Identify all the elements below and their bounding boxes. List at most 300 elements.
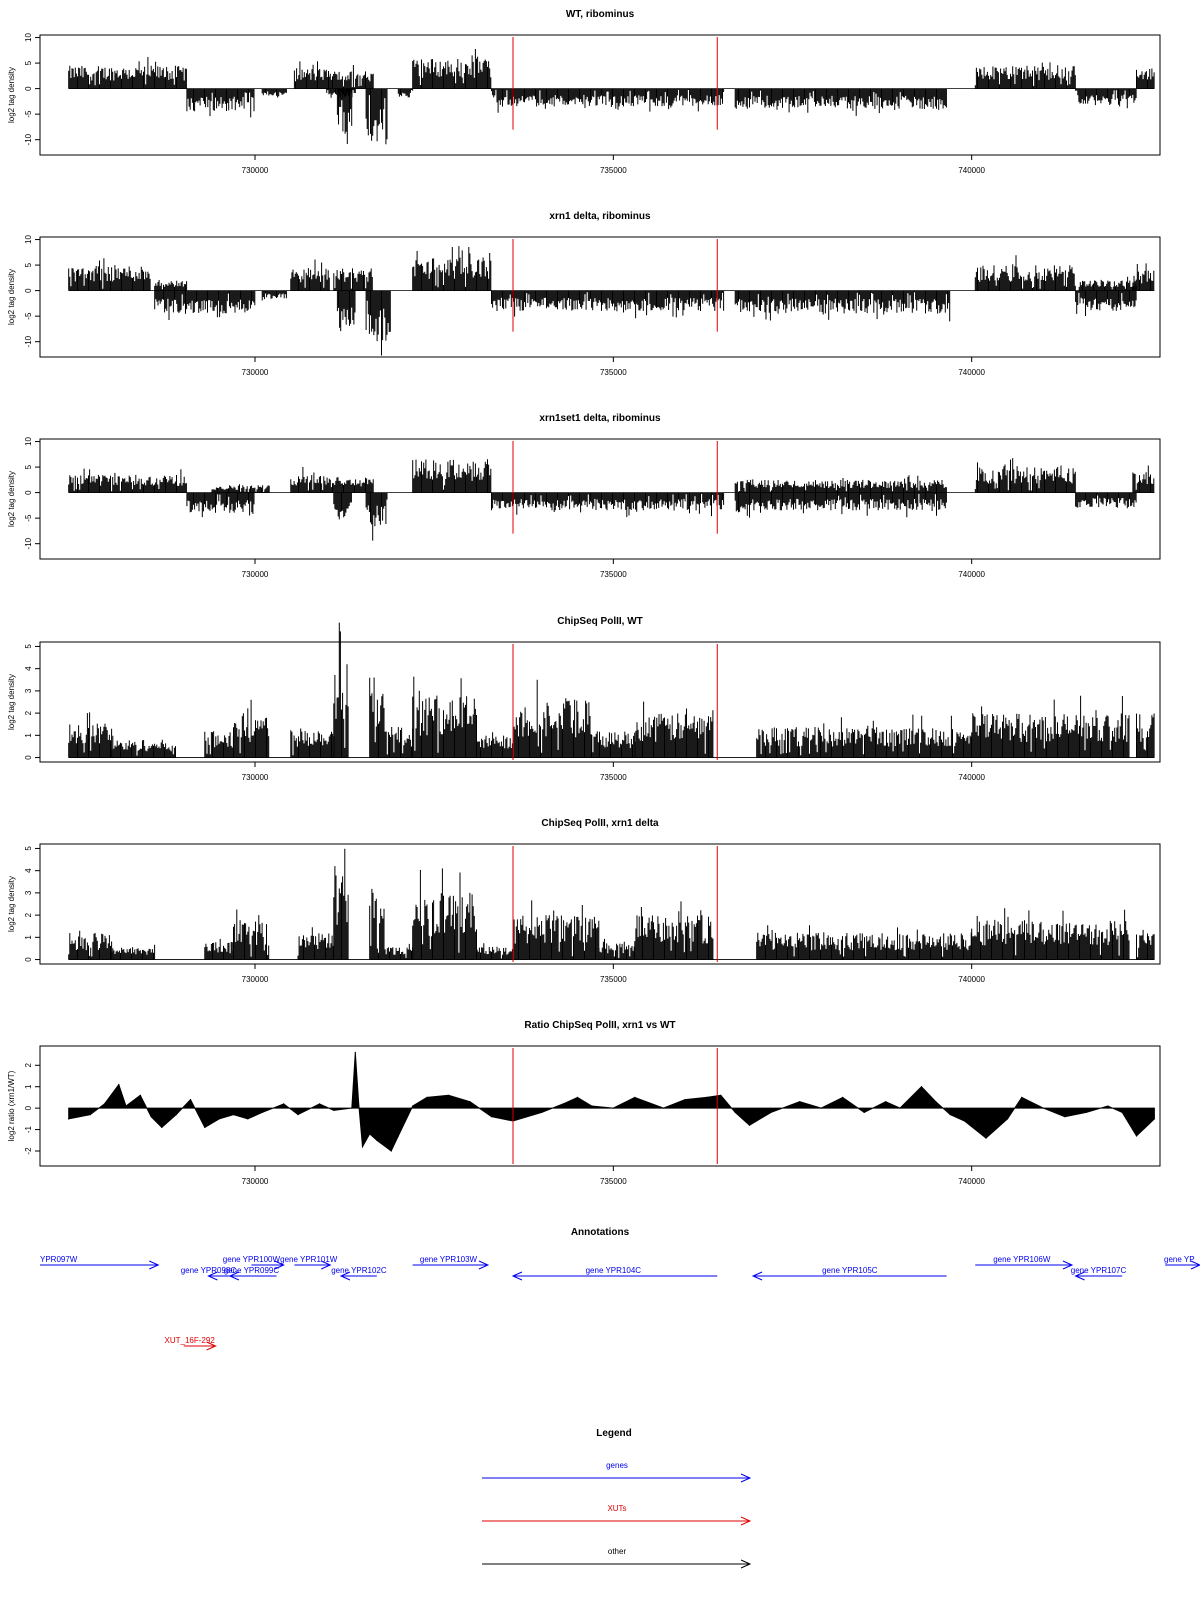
signal-bars [69, 469, 187, 493]
signal-bars [366, 89, 387, 145]
signal-bars [291, 467, 330, 493]
signal-segment [492, 89, 724, 113]
ratio-point [1107, 1105, 1108, 1106]
x-tick-label: 735000 [599, 1177, 627, 1186]
panel-title: xrn1set1 delta, ribominus [539, 413, 661, 424]
signal-bars [513, 680, 591, 758]
signal-segment [291, 467, 330, 493]
y-tick-label: 5 [24, 846, 33, 851]
track-panel-1 [7, 9, 1160, 175]
ratio-point [204, 1127, 205, 1128]
ratio-point [799, 1101, 800, 1102]
signal-bars [370, 889, 384, 960]
ratio-point [821, 1108, 822, 1109]
ratio-point [770, 1112, 771, 1113]
track-signal [69, 623, 1155, 758]
ratio-point [663, 1108, 664, 1109]
y-axis [7, 437, 40, 550]
signal-segment [972, 696, 1129, 758]
x-tick-label: 740000 [958, 975, 986, 984]
signal-bars [972, 908, 1129, 959]
y-axis-label: log2 ratio (xrn1/WT) [7, 1070, 16, 1142]
signal-segment [1133, 466, 1154, 493]
y-axis-label: log2 tag density [7, 673, 16, 731]
legend-items [482, 1461, 750, 1568]
signal-bars [635, 702, 713, 758]
signal-segment [1137, 714, 1155, 758]
signal-segment [492, 291, 724, 319]
track-panel-6 [7, 1020, 1160, 1186]
signal-segment [370, 889, 384, 960]
ratio-point [1122, 1112, 1123, 1113]
y-tick-label: 10 [24, 235, 33, 245]
signal-bars [187, 493, 254, 517]
gene-feature [975, 1255, 1072, 1269]
gene-feature [753, 1266, 947, 1280]
signal-bars [155, 280, 187, 291]
signal-segment [735, 475, 946, 492]
y-tick-label: 1 [24, 1084, 33, 1089]
signal-segment [413, 49, 491, 89]
x-tick-label: 735000 [599, 368, 627, 377]
signal-segment [330, 65, 373, 89]
signal-bars [492, 493, 724, 517]
ratio-point [376, 1140, 377, 1141]
track-panel-3 [7, 413, 1160, 579]
signal-segment [366, 89, 387, 145]
signal-bars [1076, 493, 1137, 509]
signal-segment [262, 89, 286, 98]
legend-item-label: genes [606, 1461, 628, 1470]
legend [482, 1428, 750, 1568]
signal-segment [477, 943, 512, 959]
gene-feature [40, 1255, 158, 1269]
signal-segment [69, 469, 187, 493]
ratio-area [69, 1052, 1155, 1151]
gene-label: YPR097W [40, 1255, 78, 1264]
signal-segment [735, 89, 946, 116]
signal-segment [592, 731, 635, 757]
ratio-point [161, 1127, 162, 1128]
x-axis [242, 357, 986, 377]
signal-segment [975, 458, 1075, 493]
y-tick-label: -5 [24, 312, 33, 320]
x-tick-label: 730000 [241, 368, 269, 377]
signal-segment [1076, 493, 1137, 509]
signal-bars [1133, 466, 1154, 493]
signal-segment [291, 729, 334, 758]
ratio-point [391, 1150, 392, 1151]
signal-segment [1137, 69, 1155, 89]
x-axis [242, 1166, 986, 1186]
signal-bars [1133, 263, 1154, 290]
signal-segment [1076, 89, 1137, 109]
ratio-point [563, 1103, 564, 1104]
ratio-point [935, 1101, 936, 1102]
signal-bars [205, 939, 234, 960]
x-axis [242, 155, 986, 175]
ratio-point [369, 1133, 370, 1134]
y-tick-label: 5 [24, 60, 33, 66]
ratio-point [176, 1114, 177, 1115]
ratio-point [613, 1108, 614, 1109]
signal-segment [635, 702, 713, 758]
signal-segment [599, 939, 634, 960]
signal-bars [69, 931, 112, 960]
signal-segment [334, 493, 352, 520]
signal-bars [334, 849, 348, 960]
signal-bars [366, 291, 390, 356]
signal-bars [370, 678, 384, 758]
panel-title: WT, ribominus [565, 9, 635, 20]
track-panels [7, 9, 1160, 1186]
y-tick-label: 3 [24, 688, 33, 694]
legend-item [482, 1461, 750, 1482]
signal-bars [212, 484, 269, 492]
signal-segment [112, 945, 155, 960]
signal-bars [69, 57, 187, 89]
signal-bars [413, 49, 491, 89]
signal-bars [205, 731, 234, 757]
signal-bars [187, 89, 254, 118]
ratio-point [190, 1099, 191, 1100]
gene-feature [280, 1255, 338, 1269]
y-axis [7, 33, 40, 146]
x-tick-label: 730000 [241, 166, 269, 175]
y-tick-label: 10 [24, 437, 33, 447]
signal-segment [69, 712, 112, 757]
y-tick-label: -10 [24, 133, 33, 146]
signal-segment [735, 291, 950, 322]
y-tick-label: 10 [24, 33, 33, 43]
signal-bars [1079, 277, 1136, 291]
ratio-point [1064, 1116, 1065, 1117]
x-tick-label: 730000 [241, 773, 269, 782]
signal-segment [337, 291, 355, 332]
y-axis-label: log2 tag density [7, 268, 16, 326]
ratio-point [219, 1118, 220, 1119]
y-tick-label: -5 [24, 514, 33, 522]
signal-bars [735, 475, 946, 492]
y-tick-label: -5 [24, 110, 33, 118]
signal-segment [384, 944, 413, 960]
signal-segment [513, 680, 591, 758]
ratio-point [1021, 1097, 1022, 1098]
ratio-point [448, 1095, 449, 1096]
y-tick-label: 0 [24, 755, 33, 760]
signal-bars [366, 493, 387, 541]
y-tick-label: 0 [24, 1105, 33, 1111]
signal-bars [291, 729, 334, 758]
gene-label: gene YPR107C [1070, 1266, 1127, 1275]
signal-bars [757, 715, 972, 758]
signal-segment [477, 732, 512, 757]
y-axis [7, 846, 40, 962]
gene-label: gene YPR102C [331, 1266, 387, 1275]
y-axis [7, 644, 40, 760]
signal-segment [187, 493, 254, 517]
ratio-point [68, 1118, 69, 1119]
ratio-point [541, 1112, 542, 1113]
ratio-point [634, 1097, 635, 1098]
signal-segment [291, 260, 330, 291]
y-axis-label: log2 tag density [7, 470, 16, 528]
track-signal [69, 246, 1155, 355]
signal-bars [112, 736, 176, 758]
y-axis-label: log2 tag density [7, 66, 16, 124]
signal-segment [413, 677, 477, 758]
signal-bars [975, 62, 1075, 88]
annotation-features [40, 1255, 1200, 1350]
signal-bars [1137, 714, 1155, 758]
y-tick-label: 2 [24, 1063, 33, 1068]
gene-label: gene YPR100W [222, 1255, 281, 1264]
signal-segment [513, 900, 599, 959]
y-tick-label: -10 [24, 335, 33, 348]
x-tick-label: 740000 [958, 1177, 986, 1186]
y-tick-label: 0 [24, 288, 33, 293]
signal-segment [384, 727, 413, 758]
signal-bars [334, 623, 348, 758]
signal-bars [330, 65, 373, 89]
gene-label: gene YP [1164, 1255, 1195, 1264]
signal-segment [155, 291, 255, 320]
y-tick-label: 5 [24, 464, 33, 470]
x-tick-label: 735000 [599, 773, 627, 782]
signal-bars [735, 291, 950, 322]
y-tick-label: -1 [24, 1126, 33, 1134]
panel-title: xrn1 delta, ribominus [549, 211, 651, 222]
annotations-title: Annotations [570, 1227, 630, 1238]
y-axis [7, 235, 40, 348]
signal-bars [413, 459, 491, 492]
ratio-point [1043, 1108, 1044, 1109]
signal-bars [735, 493, 946, 518]
ratio-point [1086, 1112, 1087, 1113]
signal-bars [413, 246, 491, 291]
signal-segment [1133, 263, 1154, 290]
signal-segment [398, 89, 412, 98]
signal-segment [205, 939, 234, 960]
signal-segment [1137, 930, 1155, 960]
x-tick-label: 735000 [599, 166, 627, 175]
signal-segment [69, 258, 150, 290]
signal-segment [69, 931, 112, 960]
ratio-point [921, 1086, 922, 1087]
y-tick-label: 1 [24, 935, 33, 940]
signal-segment [298, 927, 333, 959]
x-tick-label: 740000 [958, 773, 986, 782]
x-tick-label: 735000 [599, 975, 627, 984]
signal-segment [205, 731, 234, 757]
signal-segment [155, 280, 187, 291]
signal-bars [635, 901, 713, 959]
ratio-point [151, 1116, 152, 1117]
y-tick-label: -2 [24, 1147, 33, 1155]
y-tick-label: 2 [24, 912, 33, 918]
ratio-point [885, 1101, 886, 1102]
track-signal [68, 1052, 1155, 1152]
signal-segment [370, 678, 384, 758]
ratio-point [247, 1118, 248, 1119]
signal-segment [334, 849, 348, 960]
ratio-point [469, 1101, 470, 1102]
signal-bars [592, 731, 635, 757]
signal-segment [1079, 277, 1136, 291]
y-tick-label: 0 [24, 86, 33, 91]
ratio-point [964, 1120, 965, 1121]
gene-feature [331, 1266, 387, 1280]
y-axis-label: log2 tag density [7, 875, 16, 933]
signal-segment [69, 57, 187, 89]
gene-label: gene YPR103W [419, 1255, 478, 1264]
gene-label: gene YPR106W [993, 1255, 1051, 1264]
x-tick-label: 730000 [241, 1177, 269, 1186]
signal-bars [337, 291, 355, 332]
ratio-point [398, 1135, 399, 1136]
ratio-point [706, 1097, 707, 1098]
signal-bars [262, 291, 286, 301]
ratio-point [297, 1114, 298, 1115]
x-tick-label: 730000 [241, 975, 269, 984]
x-axis [242, 762, 986, 782]
signal-segment [262, 291, 286, 301]
track-panel-4 [7, 616, 1160, 782]
y-tick-label: 5 [24, 262, 33, 268]
signal-segment [330, 477, 373, 492]
signal-segment [413, 246, 491, 291]
x-axis [242, 964, 986, 984]
signal-bars [972, 696, 1129, 758]
legend-title: Legend [596, 1428, 632, 1439]
signal-segment [1076, 291, 1137, 316]
gene-feature [224, 1266, 280, 1280]
signal-bars [757, 925, 972, 959]
signal-bars [477, 943, 512, 959]
ratio-point [950, 1114, 951, 1115]
panel-title: ChipSeq PolII, xrn1 delta [541, 818, 659, 829]
y-tick-label: 1 [24, 733, 33, 738]
ratio-point [104, 1103, 105, 1104]
ratio-point [262, 1112, 263, 1113]
signal-segment [294, 61, 329, 88]
signal-bars [735, 89, 946, 116]
ratio-point [842, 1097, 843, 1098]
y-tick-label: 4 [24, 666, 33, 671]
gene-label: gene YPR098C [180, 1266, 237, 1275]
track-panel-5 [7, 818, 1160, 984]
y-tick-label: 2 [24, 710, 33, 716]
signal-bars [291, 260, 330, 291]
signal-bars [334, 493, 352, 520]
ratio-point [899, 1108, 900, 1109]
signal-bars [334, 268, 373, 290]
x-tick-label: 740000 [958, 166, 986, 175]
ratio-point [412, 1105, 413, 1106]
x-tick-label: 735000 [599, 570, 627, 579]
signal-bars [234, 700, 269, 758]
signal-segment [757, 715, 972, 758]
ratio-point [985, 1138, 986, 1139]
y-tick-label: 0 [24, 957, 33, 962]
gene-label: gene YPR099C [223, 1266, 280, 1275]
ratio-point [351, 1108, 352, 1109]
ratio-point [233, 1114, 234, 1115]
gene-feature [513, 1266, 717, 1280]
ratio-point [358, 1105, 359, 1106]
track-panel-2 [7, 211, 1160, 377]
gene-feature [413, 1255, 488, 1269]
ratio-point [720, 1095, 721, 1096]
signal-bars [69, 258, 150, 290]
gene-label: gene YPR104C [585, 1266, 642, 1275]
ratio-point [90, 1114, 91, 1115]
ratio-point [735, 1112, 736, 1113]
signal-segment [366, 493, 387, 541]
ratio-point [591, 1105, 592, 1106]
signal-bars [112, 945, 155, 960]
ratio-point [140, 1095, 141, 1096]
ratio-point [125, 1105, 126, 1106]
signal-segment [413, 459, 491, 492]
ratio-point [577, 1097, 578, 1098]
x-axis [242, 559, 986, 579]
legend-item [482, 1547, 750, 1568]
signal-bars [330, 477, 373, 492]
legend-item-label: other [607, 1547, 627, 1556]
track-signal [69, 849, 1155, 960]
ratio-point [426, 1097, 427, 1098]
y-tick-label: 5 [24, 644, 33, 649]
signal-bars [294, 61, 329, 88]
signal-bars [234, 910, 269, 960]
y-axis [7, 1063, 40, 1155]
xut-label: XUT_16F-292 [164, 1336, 215, 1345]
x-tick-label: 730000 [241, 570, 269, 579]
ratio-point [355, 1052, 356, 1053]
ratio-point [1007, 1118, 1008, 1119]
signal-bars [1137, 69, 1155, 89]
signal-segment [366, 291, 390, 356]
signal-bars [69, 712, 112, 757]
signal-segment [187, 89, 254, 118]
panel-title: Ratio ChipSeq PolII, xrn1 vs WT [524, 1020, 676, 1031]
legend-item [482, 1504, 750, 1525]
signal-bars [1137, 930, 1155, 960]
annotations-section [40, 1227, 1200, 1350]
signal-segment [212, 484, 269, 492]
gene-label: gene YPR105C [822, 1266, 878, 1275]
track-signal [69, 49, 1155, 144]
gene-feature [1071, 1266, 1127, 1280]
signal-segment [334, 268, 373, 290]
signal-bars [599, 939, 634, 960]
plot-frame [40, 1046, 1160, 1166]
x-tick-label: 740000 [958, 368, 986, 377]
signal-segment [112, 736, 176, 758]
ratio-point [864, 1112, 865, 1113]
ratio-point [1136, 1135, 1137, 1136]
signal-bars [1076, 291, 1137, 316]
signal-segment [234, 700, 269, 758]
signal-bars [155, 291, 255, 320]
y-tick-label: -10 [24, 537, 33, 550]
ratio-point [319, 1103, 320, 1104]
signal-segment [735, 493, 946, 518]
signal-segment [635, 901, 713, 959]
y-tick-label: 0 [24, 490, 33, 495]
legend-item-label: XUTs [607, 1504, 627, 1513]
